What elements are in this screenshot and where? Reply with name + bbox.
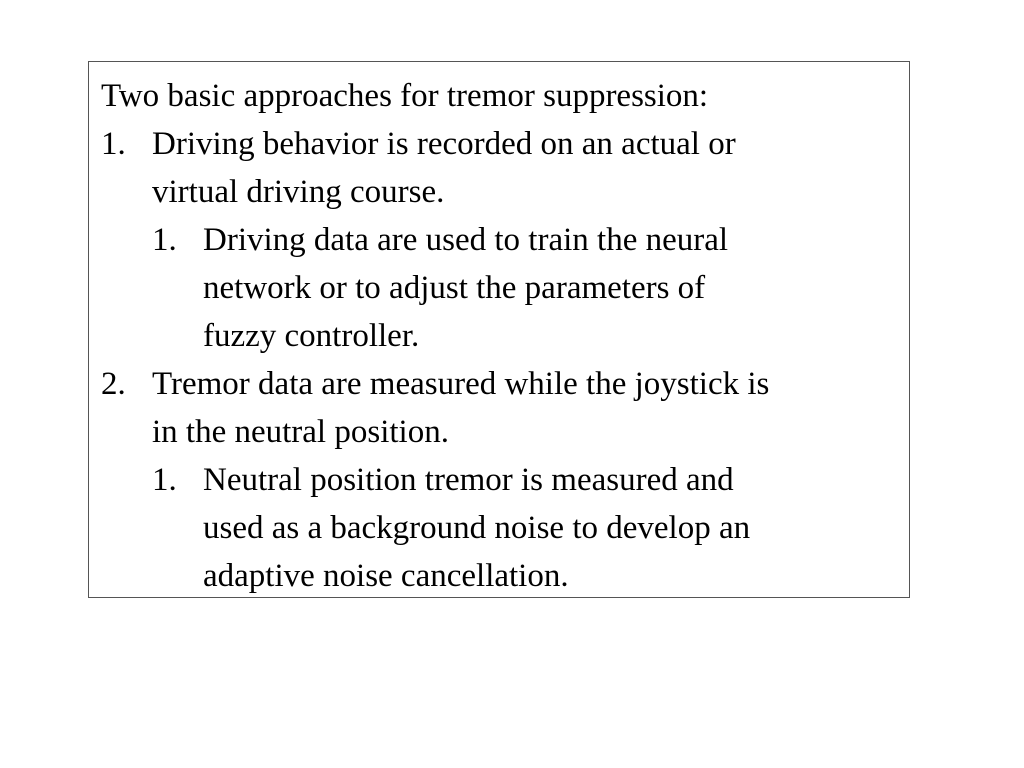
sub-list-item-line: network or to adjust the parameters of bbox=[203, 270, 706, 306]
list-number: 2. bbox=[101, 366, 126, 402]
sub-list-item-2-1 bbox=[152, 456, 899, 600]
list-item-2 bbox=[101, 360, 899, 600]
heading: Two basic approaches for tremor suppression: bbox=[101, 78, 709, 114]
sub-list-number: 1. bbox=[152, 462, 177, 498]
list-item-line: Driving behavior is recorded on an actual or bbox=[152, 126, 736, 162]
sub-list-item-line: adaptive noise cancellation. bbox=[203, 558, 569, 594]
list-item-line: in the neutral position. bbox=[152, 414, 449, 450]
sub-list-item-line: used as a background noise to develop an bbox=[203, 510, 751, 546]
list-item-1 bbox=[101, 120, 899, 360]
sub-list-item-line: fuzzy controller. bbox=[203, 318, 420, 354]
sub-list-item-line: Driving data are used to train the neural bbox=[203, 222, 729, 258]
sub-list-item-1-1 bbox=[152, 216, 899, 360]
sub-list-item-line: Neutral position tremor is measured and bbox=[203, 462, 734, 498]
list-number: 1. bbox=[101, 126, 126, 162]
sub-list-number: 1. bbox=[152, 222, 177, 258]
list-item-line: virtual driving course. bbox=[152, 174, 445, 210]
list-item-line: Tremor data are measured while the joystick is bbox=[152, 366, 770, 402]
text-box bbox=[88, 61, 910, 598]
